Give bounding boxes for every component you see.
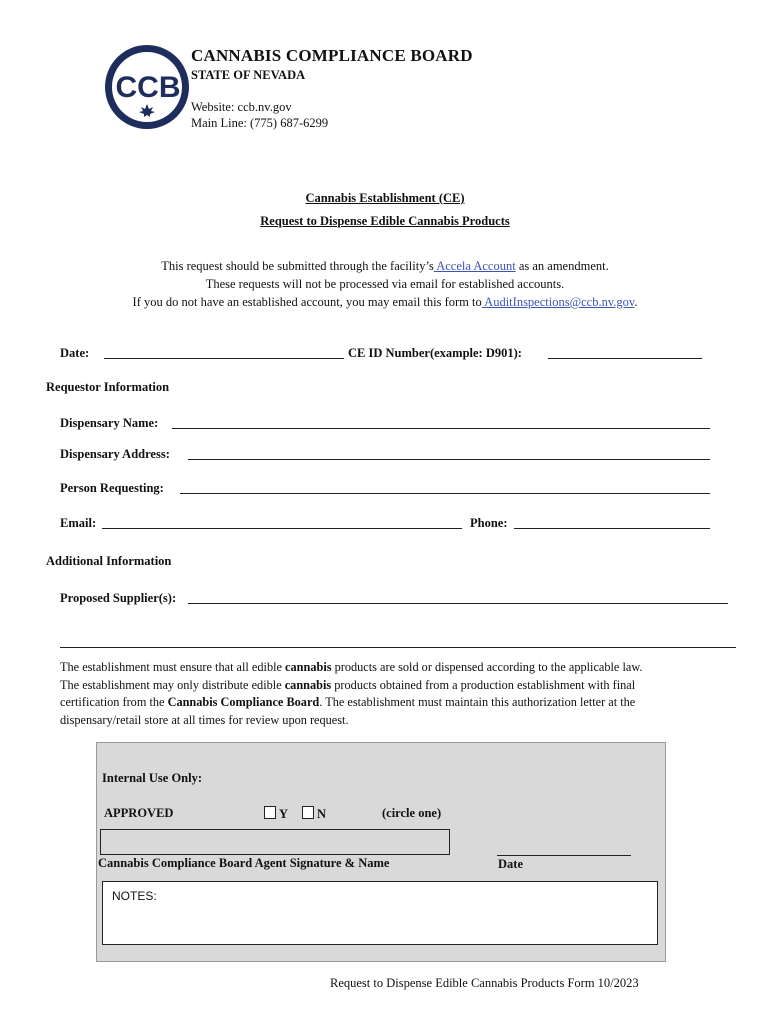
section-divider xyxy=(60,647,736,648)
additional-heading: Additional Information xyxy=(46,554,172,568)
yes-label: Y xyxy=(279,807,289,821)
logo-text: CCB xyxy=(115,71,181,104)
date-signature-line[interactable] xyxy=(497,855,631,856)
dispensary-address-label: Dispensary Address: xyxy=(60,447,170,461)
date-field[interactable] xyxy=(104,346,344,359)
approved-label: APPROVED xyxy=(104,806,174,820)
text-bold: Cannabis Compliance Board xyxy=(167,695,320,709)
intro-text: . xyxy=(634,295,638,309)
proposed-suppliers-field[interactable] xyxy=(188,591,728,604)
proposed-suppliers-label: Proposed Supplier(s): xyxy=(60,591,177,605)
org-name: CANNABIS COMPLIANCE BOARD xyxy=(191,46,473,65)
approved-yes[interactable] xyxy=(264,806,288,822)
approved-no[interactable] xyxy=(302,806,326,822)
compliance-line xyxy=(60,659,740,677)
form-title-line2: Request to Dispense Edible Cannabis Products xyxy=(260,214,510,228)
form-title-line1: Cannabis Establishment (CE) xyxy=(305,191,465,205)
text-bold: cannabis xyxy=(284,677,332,692)
person-requesting-field[interactable] xyxy=(180,481,710,494)
text-span: products are sold or dispensed according to the applicable law. xyxy=(331,660,643,674)
form-footer: Request to Dispense Edible Cannabis Products Form 10/2023 xyxy=(330,976,639,990)
phone-field[interactable] xyxy=(514,516,710,529)
signature-label: Cannabis Compliance Board Agent Signature & Name xyxy=(98,856,390,870)
dispensary-address-field[interactable] xyxy=(188,447,710,460)
person-requesting-label: Person Requesting: xyxy=(60,481,164,495)
notes-field[interactable] xyxy=(102,881,658,945)
ccb-logo xyxy=(104,44,190,130)
intro-text: This request should be submitted through the facility’s xyxy=(161,259,434,273)
ce-id-label: CE ID Number(example: D901): xyxy=(348,346,522,360)
no-label: N xyxy=(317,807,327,821)
text-span: . The establishment must maintain this authorization letter at the xyxy=(319,695,636,709)
notes-label: NOTES: xyxy=(112,889,157,903)
text-span: certification from the xyxy=(60,695,168,709)
text-span: The establishment may only distribute edible xyxy=(60,677,285,692)
compliance-line: dispensary/retail store at all times for review upon request. xyxy=(60,712,349,727)
no-checkbox[interactable] xyxy=(302,806,314,819)
compliance-line xyxy=(60,677,740,695)
intro-line1 xyxy=(0,259,770,274)
yes-checkbox[interactable] xyxy=(264,806,276,819)
intro-line2: These requests will not be processed via email for established accounts. xyxy=(205,277,565,291)
signature-field[interactable] xyxy=(100,829,450,855)
org-website: Website: ccb.nv.gov xyxy=(191,100,292,114)
phone-label: Phone: xyxy=(470,516,508,530)
compliance-text xyxy=(60,659,740,729)
requestor-heading: Requestor Information xyxy=(46,380,170,394)
email-label: Email: xyxy=(60,516,97,530)
dispensary-name-label: Dispensary Name: xyxy=(60,416,159,430)
text-span: products obtained from a production establishment with final xyxy=(331,677,636,692)
intro-text: as an amendment. xyxy=(515,259,609,273)
text-bold: cannabis xyxy=(285,660,332,674)
circle-one-hint: (circle one) xyxy=(382,806,442,820)
ce-id-field[interactable] xyxy=(548,346,702,359)
accela-account-link[interactable]: Accela Account xyxy=(433,259,516,273)
internal-use-heading: Internal Use Only: xyxy=(102,771,202,785)
signature-date-label: Date xyxy=(498,857,523,871)
intro-line3 xyxy=(0,295,770,310)
dispensary-name-field[interactable] xyxy=(172,416,710,429)
email-field[interactable] xyxy=(102,516,462,529)
org-state: STATE OF NEVADA xyxy=(191,68,306,82)
intro-text: If you do not have an established account, you may email this form to xyxy=(132,295,482,309)
compliance-line xyxy=(60,694,740,712)
date-label: Date: xyxy=(60,346,90,360)
org-main-line: Main Line: (775) 687-6299 xyxy=(191,116,329,130)
text-span: The establishment must ensure that all edible xyxy=(60,660,286,674)
email-link[interactable]: AuditInspections@ccb.nv.gov xyxy=(481,295,635,309)
